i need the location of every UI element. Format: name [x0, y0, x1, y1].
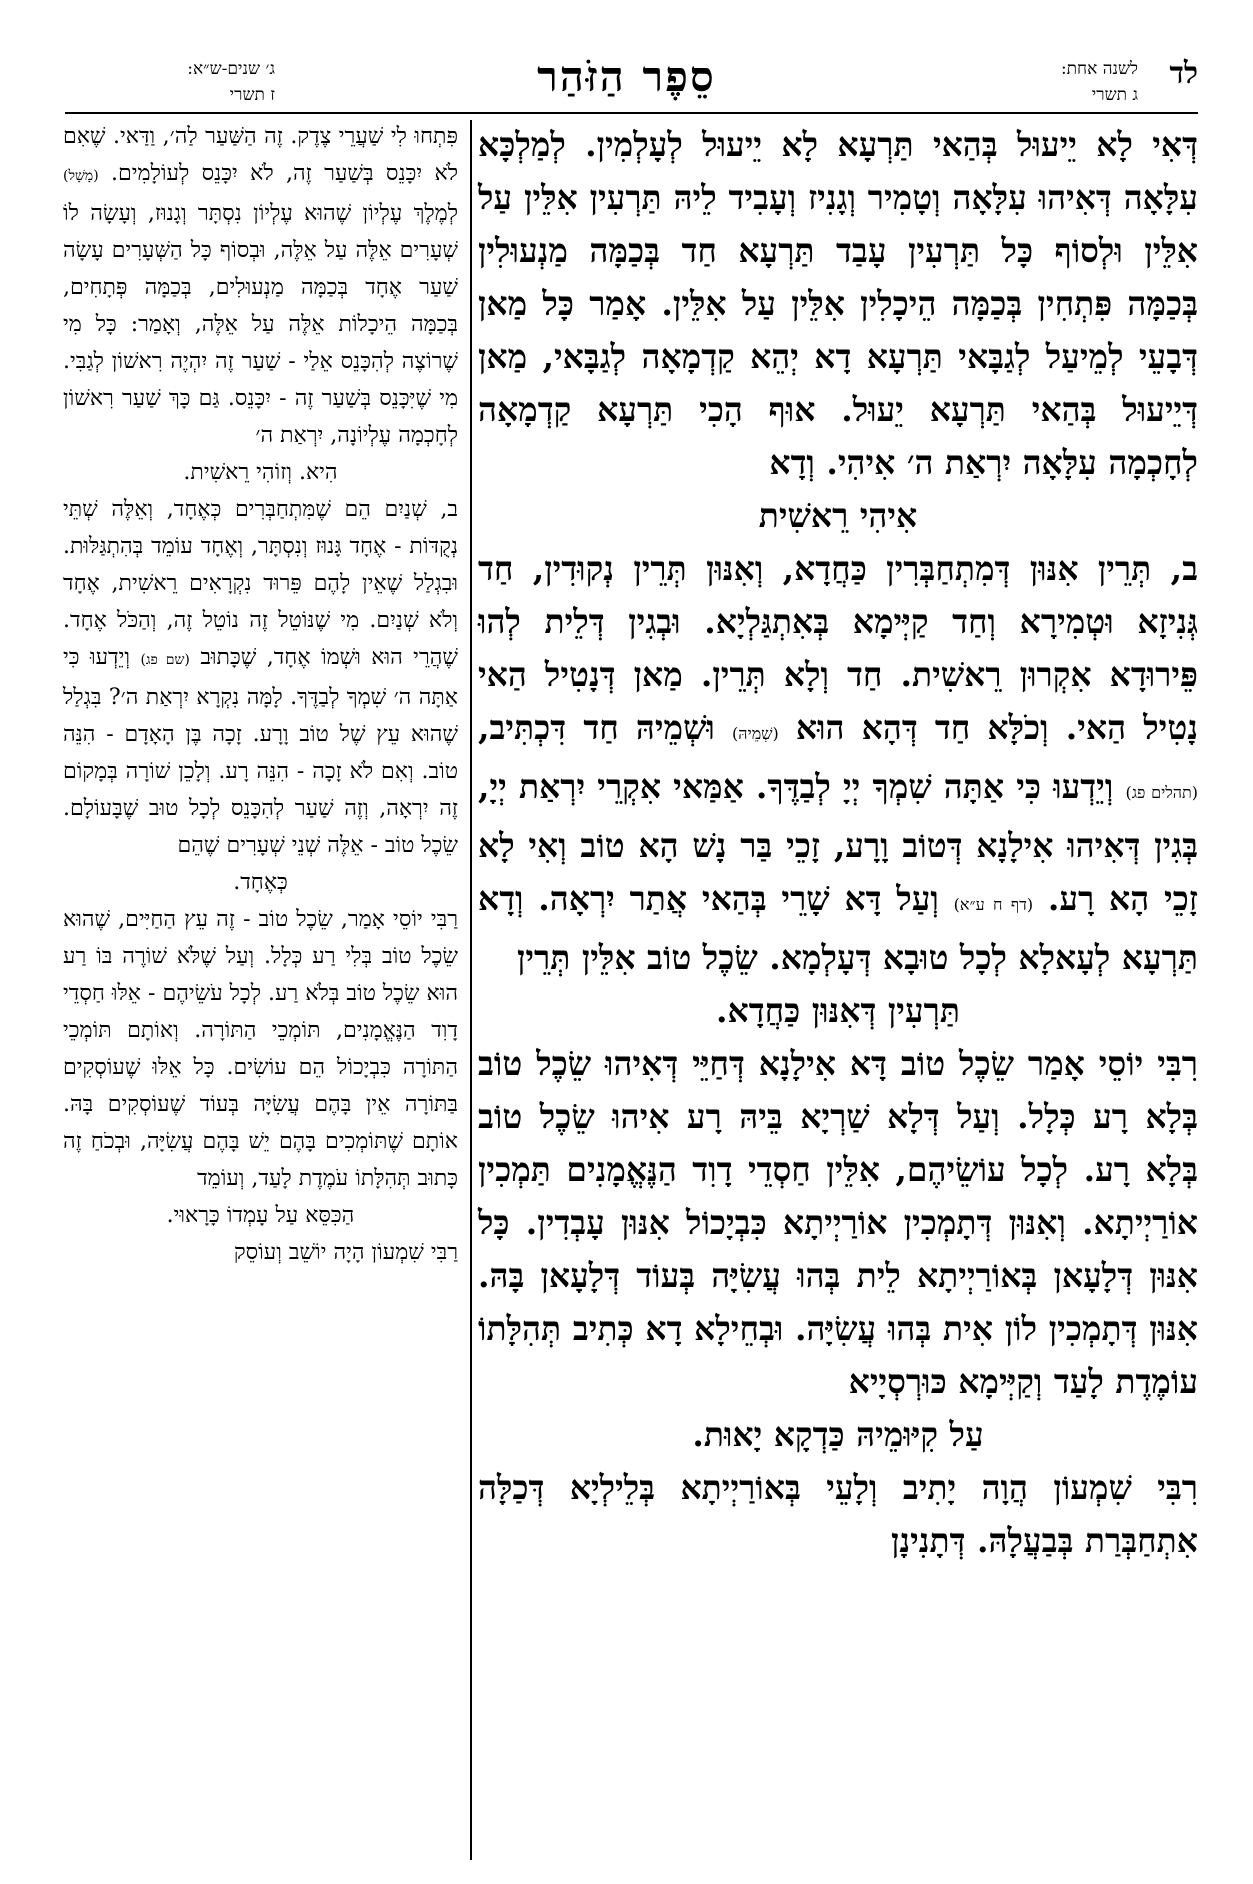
inline-note: (תהלים פג) — [1125, 783, 1198, 802]
main-paragraph: דְּאִי לָא יֵיעוּל בְּהַאי תַּרְעָא לָא יֵיעוּל לְעָלְמִין. לְמַלְכָּא עִלָּאָה דְּאִיהוּ עִלָּאָה וְטָמִיר וְגָנִיז וְעָבִיד לֵיהּ תַּרְעִין אִלֵּין עַל אִלֵּין וּלְסוֹף כָּל תַּרְעִין עָבַד תַּרְעָא חַד בְּכַמָּה מַנְעוּלִין בְּכַמָּה פִּתְחִין בְּכַמָּה הֵיכָלִין אִלֵּין עַל אִלֵּין. אָמַר כָּל מַאן דְּבָעֵי לְמֵיעַל לְגַבָּאי תַּרְעָא דָא יְהֵא קַדְמָאָה לְגַבָּאי, מַאן דְּיֵיעוּל בְּהַאי תַּרְעָא יֵעוּל. אוּף הָכִי תַּרְעָא קַדְמָאָה לְחָכְמָה עִלָּאָה יִרְאַת ה׳ אִיהִי. וְדָא — [478, 125, 1198, 482]
main-paragraph: רִבִּי שִׁמְעוֹן הֲוָה יָתִיב וְלָעֵי בְּאוֹרַיְיתָא בְּלֵילְיָא דְּכַלָּה אִתְחַבְּרַת בְּבַעֲלָהּ. דְּתָנִינָן — [478, 1468, 1198, 1560]
main-paragraph-ending: אִיהִי רֵאשִׁית — [758, 496, 918, 535]
column-divider — [470, 120, 472, 1860]
side-column — [63, 118, 458, 1271]
inline-note: (שם פג) — [140, 652, 190, 668]
side-paragraph-ending: הַכִּסֵּא עַל עָמְדוֹ כָּרָאוּי. — [166, 1203, 355, 1228]
header-divider — [65, 112, 1198, 114]
page-title: סֵפֶר הַזֹּהַר — [537, 52, 716, 101]
page-number: לד — [1169, 56, 1198, 91]
main-column — [478, 118, 1198, 1567]
header-left-line1: ג׳ שנים-ש״א: — [187, 59, 275, 79]
main-paragraph: ב, תְּרֵין אִנּוּן דְּמִתְחַבְּרִין כַּחֲדָא, וְאִנּוּן תְּרֵין נְקוּדִין, חַד גְּנִיזָא וּטְמִירָא וְחַד קַיְּימָא בְּאִתְגַּלְיָא. וּבְגִין דְּלֵית לְהוּ פֵּירוּדָא אִקְרוּן רֵאשִׁית. חַד וְלָא תְּרֵין. מַאן דְּנָטִיל הַאי נָטִיל הַאי. וְכֹלָּא חַד דְּהָא הוּא (שְׁמֵיהּ) וּשְׁמֵיהּ חַד דִּכְתִּיב, (תהלים פג) וְיֵדְעוּ כִּי אַתָּה שִׁמְךָ יְיָ לְבַדֶּךָ. אַמַּאי אִקְרֵי יִרְאַת יְיָ, בְּגִין דְּאִיהוּ אִילָנָא דְּטוֹב וָרָע, זָכֵי בַּר נָשׁ הָא טוֹב וְאִי לָא זָכֵי הָא רָע. (דף ח ע״א) וְעַל דָּא שָׁרֵי בְּהַאי אֲתַר יִרְאָה. וְדָא תַּרְעָא לְעָאלָא לְכָל טוּבָא דְּעָלְמָא. שֵׂכֶל טוֹב אִלֵּין תְּרֵין — [478, 549, 1198, 977]
side-paragraph-ending: הִיא. וְזוֹהִי רֵאשִׁית. — [183, 460, 338, 485]
inline-note: (שְׁמֵיהּ) — [732, 724, 779, 743]
side-paragraph: רַבִּי שִׁמְעוֹן הָיָה יוֹשֵׁב וְעוֹסֵק — [233, 1240, 458, 1265]
side-paragraph-ending: כְּאֶחָד. — [233, 870, 288, 895]
side-paragraph: רַבִּי יוֹסֵי אָמַר, שֵׂכֶל טוֹב - זֶה עֵץ הַחַיִּים, שֶׁהוּא שֵׂכֶל טוֹב בְּלִי רַע כְּלָל. וְעַל שֶׁלֹּא שׁוֹרֶה בּוֹ רַע הוּא שֵׂכֶל טוֹב בְּלֹא רַע. לְכָל עֹשֵׂיהֶם - אֵלּוּ חַסְדֵי דָוִד הַנֶּאֱמָנִים, תּוֹמְכֵי הַתּוֹרָה. וְאוֹתָם תּוֹמְכֵי הַתּוֹרָה כִּבְיָכוֹל הֵם עוֹשִׂים. כָּל אֵלּוּ שֶׁעוֹסְקִים בַּתּוֹרָה אֵין בָּהֶם עֲשִׂיָּה בְּעוֹד שֶׁעוֹסְקִים בָּהּ. אוֹתָם שֶׁתּוֹמְכִים בָּהֶם יֵשׁ בָּהֶם עֲשִׂיָּה, וּבְכֹחַ זֶה כָּתוּב תְּהִלָּתוֹ עֹמֶדֶת לָעַד, וְעוֹמֵד — [63, 907, 458, 1191]
main-paragraph: רִבִּי יוֹסֵי אָמַר שֵׂכֶל טוֹב דָּא אִילָנָא דְּחַיֵּי דְּאִיהוּ שֵׂכֶל טוֹב בְּלָא רָע כְּלָל. וְעַל דְּלָא שַׁרְיָא בֵּיהּ רָע אִיהוּ שֵׂכֶל טוֹב בְּלָא רָע. לְכָל עוֹשֵׂיהֶם, אִלֵּין חַסְדֵי דָוִד הַנֶּאֱמָנִים תַּמְכִין אוֹרַיְיתָא. וְאִנּוּן דְּתָמְכִין אוֹרַיְיתָא כִּבְיָכוֹל אִנּוּן עָבְדִין. כָּל אִנּוּן דְּלָעָאן בְּאוֹרַיְיתָא לֵית בְּהוּ עֲשִׂיָּה בְּעוֹד דְּלָעָאן בָּהּ. אִנּוּן דְּתָמְכִין לוֹן אִית בְּהוּ עֲשִׂיָּה. וּבְחֵילָא דָא כְּתִיב תְּהִלָּתוֹ עוֹמֶדֶת לָעַד וְקַיְּימָא כּוּרְסְיָיא — [478, 1044, 1198, 1401]
main-paragraph-ending: תַּרְעִין דְּאִנּוּן כַּחֲדָא. — [716, 991, 960, 1030]
side-paragraph: ב, שְׁנַיִם הֵם שֶׁמִּתְחַבְּרִים כְּאֶחָד, וְאֵלֶּה שְׁתֵּי נְקֻדּוֹת - אֶחָד גָּנוּז וְנִסְתָּר, וְאֶחָד עוֹמֵד בְּהִתְגַּלּוּת. וּבִגְלַל שֶׁאֵין לָהֶם פֵּרוּד נִקְרָאִים רֵאשִׁית, אֶחָד וְלֹא שְׁנַיִם. מִי שֶׁנּוֹטֵל זֶה נוֹטֵל זֶה, וְהַכֹּל אֶחָד. שֶׁהֲרֵי הוּא וּשְׁמוֹ אֶחָד, שֶׁכָּתוּב (שם פג) וְיֵדְעוּ כִּי אַתָּה ה׳ שִׁמְךָ לְבַדֶּךָ. לָמָּה נִקְרָא יִרְאַת ה׳? בִּגְלַל שֶׁהוּא עֵץ שֶׁל טוֹב וָרָע. זָכָה בֶּן הָאָדָם - הִנֵּה טוֹב. וְאִם לֹא זָכָה - הִנֵּה רָע. וְלָכֵן שׁוֹרָה בְּמָקוֹם זֶה יִרְאָה, וְזֶה שַׁעַר לְהִכָּנֵס לְכָל טוּב שֶׁבָּעוֹלָם. שֵׂכֶל טוֹב - אֵלֶּה שְׁנֵי שְׁעָרִים שֶׁהֵם — [63, 497, 458, 858]
main-paragraph-ending: עַל קִיּוּמֵיהּ כַּדְקָא יָאוּת. — [692, 1415, 984, 1454]
side-paragraph: פִּתְחוּ לִי שַׁעֲרֵי צֶדֶק. זֶה הַשַּׁעַר לַה׳, וַדַּאי. שֶׁאִם לֹא יִכָּנֵס בְּשַׁעַר זֶה, לֹא יִכָּנֵס לְעוֹלָמִים. (מָשָׁל) לְמֶלֶךְ עֶלְיוֹן שֶׁהוּא עֶלְיוֹן נִסְתָּר וְגָנוּז, וְעָשָׂה לוֹ שְׁעָרִים אֵלֶּה עַל אֵלֶּה, וּבְסוֹף כָּל הַשְּׁעָרִים עָשָׂה שַׁעַר אֶחָד בְּכַמָּה מַנְעוּלִים, בְּכַמָּה פְּתָחִים, בְּכַמָּה הֵיכָלוֹת אֵלֶּה עַל אֵלֶּה, וְאָמַר: כָּל מִי שֶׁרוֹצֶה לְהִכָּנֵס אֵלַי - שַׁעַר זֶה יִהְיֶה רִאשׁוֹן לְגַבִּי. מִי שֶׁיִּכָּנֵס בְּשַׁעַר זֶה - יִכָּנֵס. גַּם כָּךְ שַׁעַר רִאשׁוֹן לְחָכְמָה עֶלְיוֹנָה, יִרְאַת ה׳ — [63, 124, 458, 448]
inline-note: (דף ח ע״א) — [953, 895, 1034, 914]
header-left-line2: ז תשרי — [229, 85, 275, 105]
header-right-line1: לשנה אחת: — [1060, 59, 1138, 79]
inline-note: (מָשָׁל) — [63, 168, 99, 184]
header-right-line2: ג תשרי — [1091, 85, 1138, 105]
header-left — [65, 56, 275, 108]
